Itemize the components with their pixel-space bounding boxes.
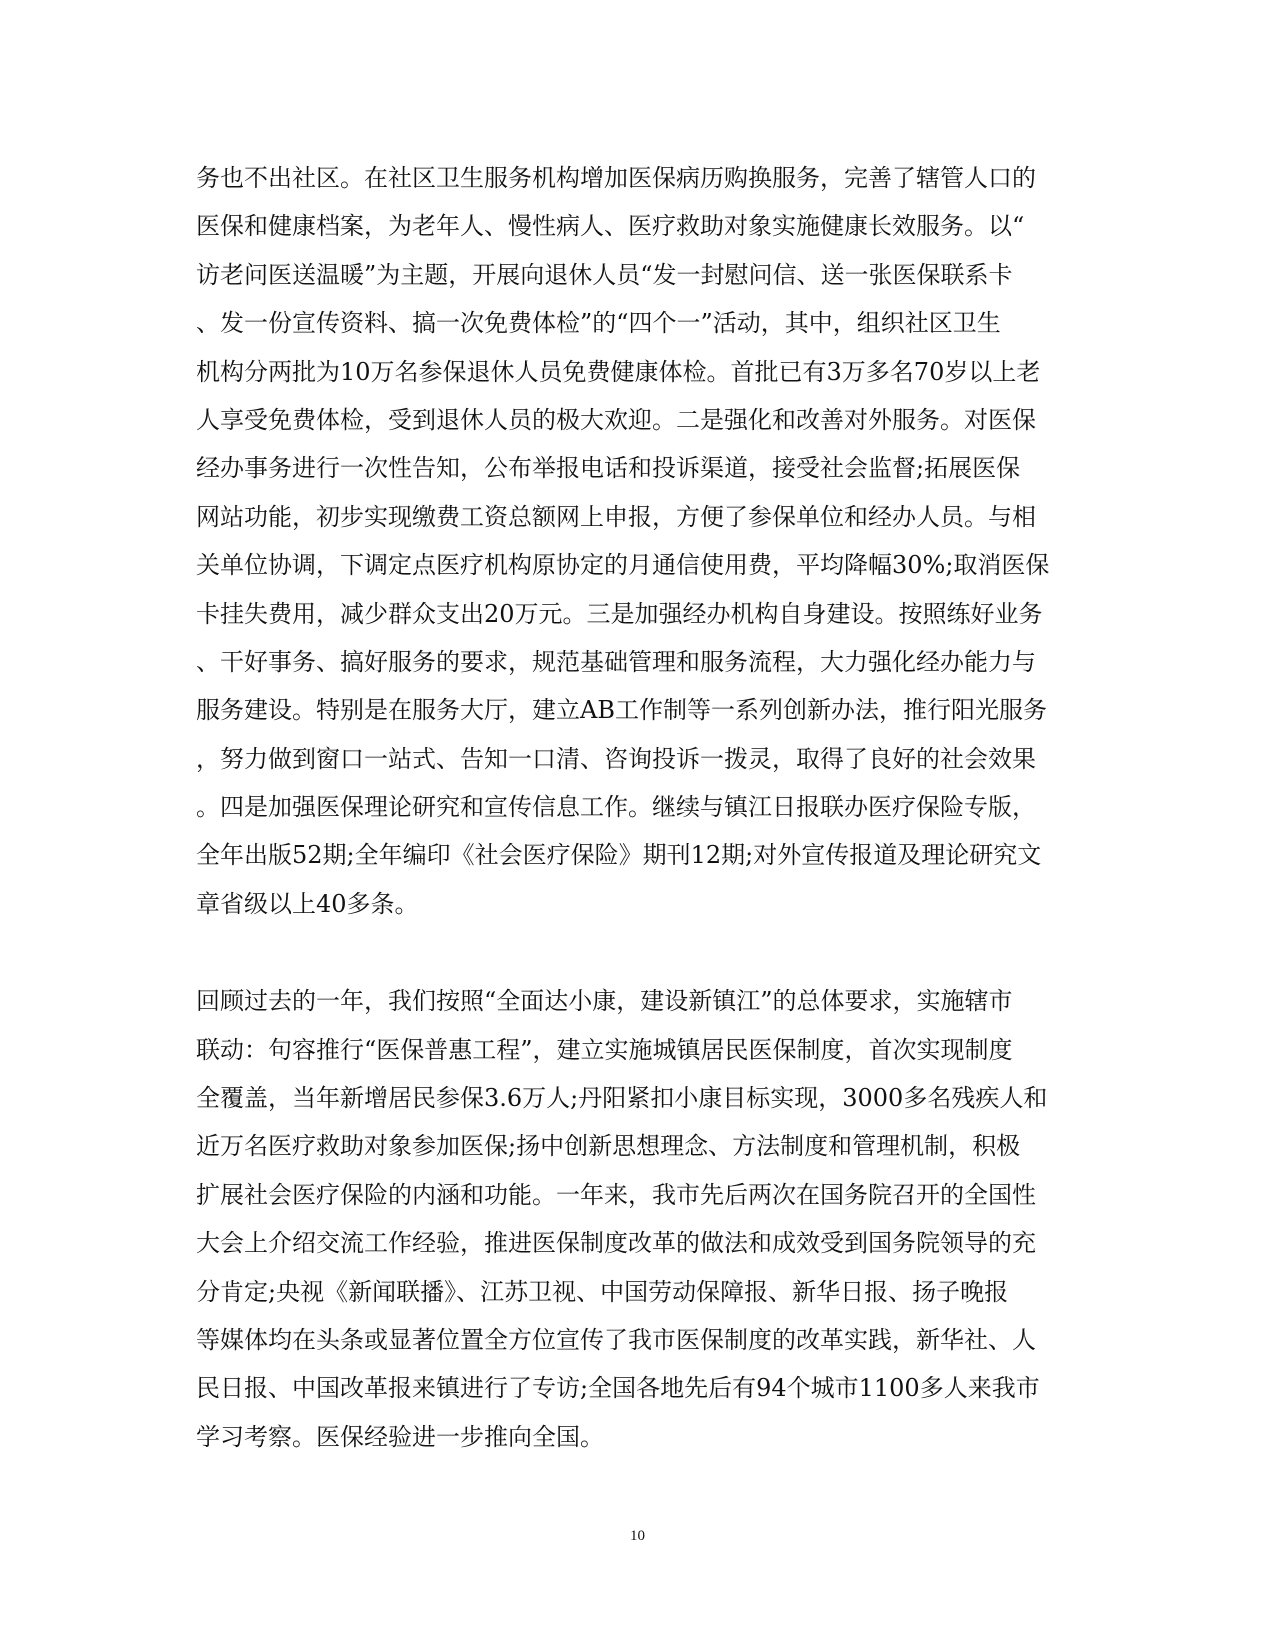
text-line: 章省级以上40多条。 [196,889,419,918]
body-text [196,154,1076,1461]
text-line: 关单位协调，下调定点医疗机构原协定的月通信使用费，平均降幅30%;取消医保 [196,551,1050,580]
text-line: 医保和健康档案，为老年人、慢性病人、医疗救助对象实施健康长效服务。以“ [196,212,1025,241]
text-line: 学习考察。医保经验进一步推向全国。 [196,1422,604,1451]
text-line: 务也不出社区。在社区卫生服务机构增加医保病历购换服务，完善了辖管人口的 [196,164,1036,192]
text-line: 、发一份宣传资料、搞一次免费体检”的“四个一”活动，其中，组织社区卫生 [196,309,1001,338]
text-line: 等媒体均在头条或显著位置全方位宣传了我市医保制度的改革实践，新华社、人 [196,1325,1036,1354]
text-line: 全覆盖，当年新增居民参保3.6万人;丹阳紧扣小康目标实现，3000多名残疾人和 [196,1084,1048,1113]
text-line: ，努力做到窗口一站式、告知一口清、咨询投诉一拨灵，取得了良好的社会效果 [196,744,1036,773]
text-line: 卡挂失费用，减少群众支出20万元。三是加强经办机构自身建设。按照练好业务 [196,599,1043,628]
text-line: 人享受免费体检，受到退休人员的极大欢迎。二是强化和改善对外服务。对医保 [196,405,1036,434]
text-line: 分肯定;央视《新闻联播》、江苏卫视、中国劳动保障报、新华日报、扬子晚报 [196,1277,1009,1306]
text-line: 民日报、中国改革报来镇进行了专访;全国各地先后有94个城市1100多人来我市 [196,1374,1040,1403]
text-line: 。四是加强医保理论研究和宣传信息工作。继续与镇江日报联办医疗保险专版， [196,793,1036,822]
page-number: 10 [630,1528,645,1544]
text-line: 经办事务进行一次性告知，公布举报电话和投诉渠道，接受社会监督;拓展医保 [196,454,1021,483]
text-line: 机构分两批为10万名参保退休人员免费健康体检。首批已有3万多名70岁以上老 [196,357,1041,386]
text-line: 回顾过去的一年，我们按照“全面达小康，建设新镇江”的总体要求，实施辖市 [196,987,1013,1016]
text-line: 访老问医送温暖”为主题，开展向退休人员“发一封慰问信、送一张医保联系卡 [196,260,1013,289]
text-line: 服务建设。特别是在服务大厅，建立AB工作制等一系列创新办法，推行阳光服务 [196,696,1047,725]
paragraph-spacer [196,928,1076,977]
text-line: 近万名医疗救助对象参加医保;扬中创新思想理念、方法制度和管理机制，积极 [196,1132,1021,1161]
paragraph-2 [196,977,1076,1461]
text-line: 大会上介绍交流工作经验，推进医保制度改革的做法和成效受到国务院领导的充 [196,1229,1036,1258]
text-line: 联动：句容推行“医保普惠工程”，建立实施城镇居民医保制度，首次实现制度 [196,1035,1013,1064]
text-line: 扩展社会医疗保险的内涵和功能。一年来，我市先后两次在国务院召开的全国性 [196,1180,1036,1209]
text-line: 网站功能，初步实现缴费工资总额网上申报，方便了参保单位和经办人员。与相 [196,502,1036,531]
paragraph-1 [196,154,1076,928]
text-line: 全年出版52期;全年编印《社会医疗保险》期刊12期;对外宣传报道及理论研究文 [196,841,1042,870]
text-line: 、干好事务、搞好服务的要求，规范基础管理和服务流程，大力强化经办能力与 [196,647,1036,676]
